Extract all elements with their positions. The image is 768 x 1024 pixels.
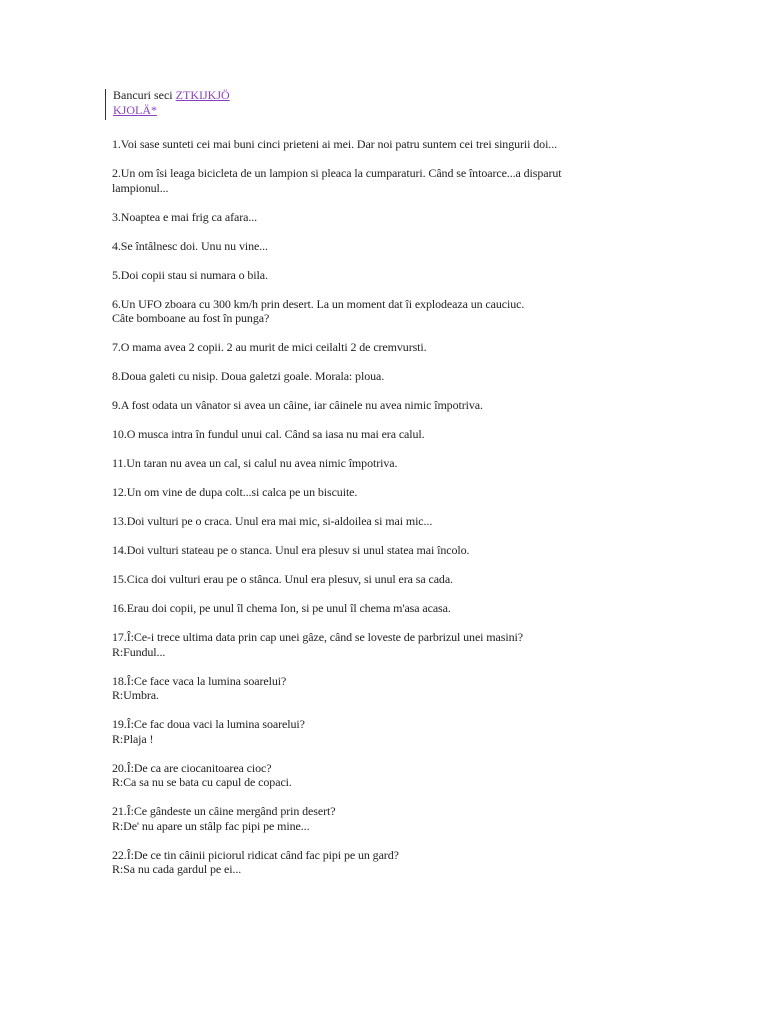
joke-line: R:Ca sa nu se bata cu capul de copaci.	[112, 775, 292, 789]
header-line-2	[113, 103, 712, 118]
joke-line: 18.Î:Ce face vaca la lumina soarelui?	[112, 673, 287, 688]
joke-paragraph	[112, 369, 712, 384]
joke-line: 12.Un om vine de dupa colt...si calca pe un biscuite.	[112, 485, 358, 499]
joke-line: R:Umbra.	[112, 688, 159, 702]
joke-paragraph	[112, 137, 712, 152]
joke-paragraph	[112, 166, 712, 195]
joke-paragraph	[112, 340, 712, 355]
joke-paragraph	[112, 848, 712, 877]
joke-paragraph	[112, 717, 712, 746]
joke-list	[112, 137, 712, 877]
joke-paragraph	[112, 674, 712, 703]
joke-paragraph	[112, 210, 712, 225]
joke-line: 17.Î:Ce-i trece ultima data prin cap unei gâze, când se loveste de parbrizul unei masini?	[112, 630, 523, 644]
joke-paragraph	[112, 485, 712, 500]
joke-paragraph	[112, 239, 712, 254]
joke-paragraph	[112, 268, 712, 283]
joke-line: 8.Doua galeti cu nisip. Doua galetzi goale. Morala: ploua.	[112, 369, 385, 383]
text-cursor	[105, 89, 106, 120]
joke-paragraph	[112, 761, 712, 790]
joke-line: 20.Î:De ca are ciocanitoarea cioc?	[112, 760, 272, 775]
header-link-part-1[interactable]: ZTKIJKJÖ	[175, 88, 230, 102]
joke-paragraph	[112, 804, 712, 833]
joke-line: 9.A fost odata un vânator si avea un câine, iar câinele nu avea nimic împotriva.	[112, 398, 483, 412]
joke-paragraph	[112, 398, 712, 413]
joke-paragraph	[112, 297, 712, 326]
joke-line: 15.Cica doi vulturi erau pe o stânca. Unul era plesuv, si unul era sa cada.	[112, 572, 453, 586]
joke-line: 6.Un UFO zboara cu 300 km/h prin desert. La un moment dat îi explodeaza un cauciuc.	[112, 296, 525, 311]
joke-line: 4.Se întâlnesc doi. Unu nu vine...	[112, 238, 268, 253]
joke-line: 22.Î:De ce tin câinii piciorul ridicat când fac pipi pe un gard?	[112, 847, 399, 862]
joke-line: 3.Noaptea e mai frig ca afara...	[112, 209, 258, 224]
joke-line: R:De' nu apare un stâlp fac pipi pe mine...	[112, 818, 310, 833]
joke-line: R:Fundul...	[112, 644, 166, 659]
joke-paragraph	[112, 514, 712, 529]
joke-line: 1.Voi sase sunteti cei mai buni cinci prieteni ai mei. Dar noi patru suntem cei trei singurii doi...	[112, 137, 558, 151]
joke-line: lampionul...	[112, 180, 169, 195]
document-header	[112, 88, 712, 118]
joke-line: 11.Un taran nu avea un cal, si calul nu avea nimic împotriva.	[112, 456, 398, 470]
joke-paragraph	[112, 630, 712, 659]
joke-line: 10.O musca intra în fundul unui cal. Când sa iasa nu mai era calul.	[112, 427, 425, 441]
header-line-1	[113, 88, 712, 103]
joke-line: 13.Doi vulturi pe o craca. Unul era mai mic, si-aldoilea si mai mic...	[112, 514, 433, 528]
header-title: Bancuri seci	[113, 88, 176, 102]
joke-line: Câte bomboane au fost în punga?	[112, 311, 270, 325]
joke-line: R:Plaja !	[112, 731, 154, 746]
joke-line: 5.Doi copii stau si numara o bila.	[112, 267, 268, 282]
document-page	[112, 88, 712, 891]
joke-line: 19.Î:Ce fac doua vaci la lumina soarelui?	[112, 717, 305, 731]
joke-paragraph	[112, 601, 712, 616]
joke-line: 2.Un om îsi leaga bicicleta de un lampion si pleaca la cumparaturi. Când se întoarce...a disparut	[112, 166, 562, 180]
header-link-part-2[interactable]: KJOLÄ*	[113, 103, 157, 117]
joke-paragraph	[112, 543, 712, 558]
joke-line: R:Sa nu cada gardul pe ei...	[112, 862, 242, 876]
joke-line: 16.Erau doi copii, pe unul îl chema Ion, si pe unul îl chema m'asa acasa.	[112, 601, 451, 615]
joke-line: 7.O mama avea 2 copii. 2 au murit de mici ceilalti 2 de cremvursti.	[112, 340, 427, 354]
joke-paragraph	[112, 456, 712, 471]
joke-paragraph	[112, 427, 712, 442]
joke-paragraph	[112, 572, 712, 587]
joke-line: 21.Î:Ce gândeste un câine mergând prin desert?	[112, 804, 336, 818]
joke-line: 14.Doi vulturi stateau pe o stanca. Unul era plesuv si unul statea mai încolo.	[112, 543, 470, 557]
